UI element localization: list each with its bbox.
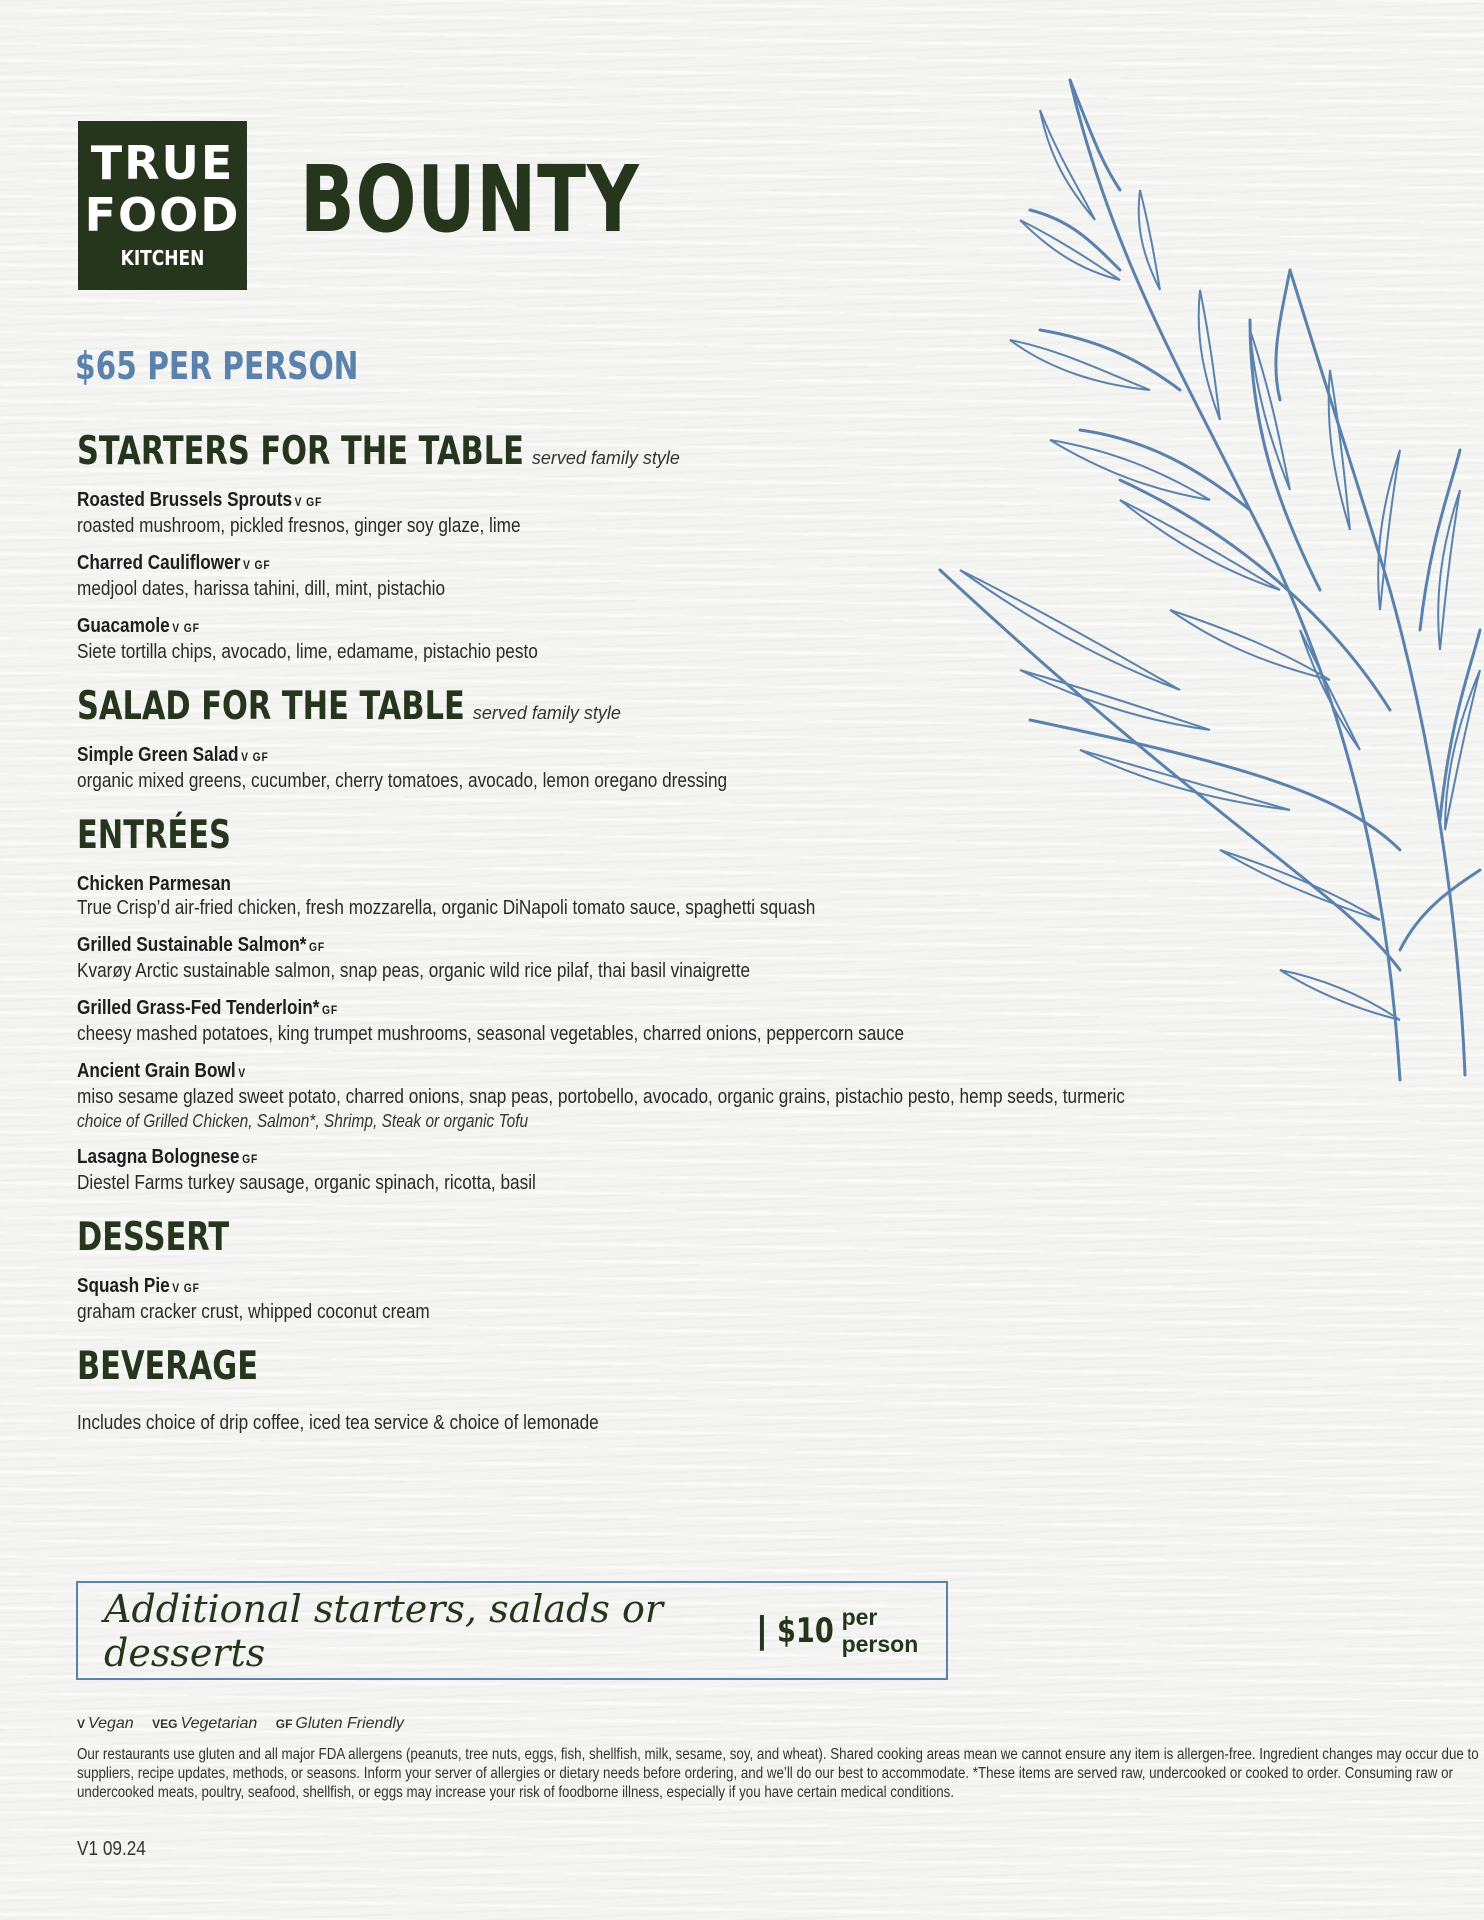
- legend-abbr: GF: [275, 1717, 293, 1731]
- additional-offer-box: [76, 1581, 948, 1680]
- item-desc: roasted mushroom, pickled fresnos, ginger soy glaze, lime: [77, 515, 521, 537]
- menu-item: [77, 743, 1227, 794]
- additional-offer-text: Additional starters, salads or desserts: [104, 1586, 663, 1675]
- item-name: Ancient Grain Bowl: [77, 1060, 236, 1082]
- legend-label: Gluten Friendly: [295, 1715, 404, 1732]
- item-desc: graham cracker crust, whipped coconut cream: [77, 1301, 430, 1323]
- item-desc: cheesy mashed potatoes, king trumpet mushrooms, seasonal vegetables, charred onions, peppercorn sauce: [77, 1023, 905, 1045]
- menu-item: [77, 551, 1227, 602]
- menu-item: [77, 1059, 1227, 1133]
- item-desc: medjool dates, harissa tahini, dill, mint, pistachio: [77, 578, 446, 600]
- price-per-person: $65 PER PERSON: [75, 344, 359, 388]
- item-desc: Kvarøy Arctic sustainable salmon, snap peas, organic wild rice pilaf, thai basil vinaigrette: [77, 960, 751, 982]
- section-beverage: [77, 1343, 1227, 1436]
- item-tags: V GF: [172, 1281, 200, 1295]
- section-starters: [77, 428, 1227, 665]
- legend-label: Vegan: [88, 1715, 134, 1732]
- item-tags: GF: [322, 1003, 339, 1017]
- item-desc: Includes choice of drip coffee, iced tea service & choice of lemonade: [77, 1412, 599, 1434]
- item-tags: V GF: [241, 750, 269, 764]
- additional-offer-price: $10: [776, 1610, 834, 1651]
- item-tags: GF: [242, 1152, 259, 1166]
- section-heading: DESSERT: [77, 1215, 230, 1260]
- section-heading: BEVERAGE: [77, 1344, 259, 1389]
- item-desc: Diestel Farms turkey sausage, organic spinach, ricotta, basil: [77, 1172, 536, 1194]
- section-salad: [77, 683, 1227, 794]
- menu-item: [77, 614, 1227, 665]
- menu-item: [77, 1274, 1227, 1325]
- item-tags: GF: [308, 940, 326, 954]
- logo-line-3: KITCHEN: [120, 246, 205, 270]
- section-heading: SALAD FOR THE TABLE: [77, 684, 465, 729]
- item-name: Grilled Sustainable Salmon*: [77, 934, 307, 956]
- item-desc: Siete tortilla chips, avocado, lime, edamame, pistachio pesto: [77, 641, 538, 663]
- menu-sections: [77, 428, 1227, 1436]
- section-heading: STARTERS FOR THE TABLE: [77, 429, 524, 474]
- section-note: served family style: [531, 448, 680, 468]
- item-tags: V GF: [243, 558, 271, 572]
- item-tags: V: [238, 1066, 246, 1080]
- item-desc: True Crisp’d air-fried chicken, fresh mozzarella, organic DiNapoli tomato sauce, spaghetti squash: [77, 897, 816, 919]
- logo-line-2: FOOD: [84, 188, 241, 242]
- item-tags: V GF: [172, 621, 200, 635]
- item-choice: choice of Grilled Chicken, Salmon*, Shrimp, Steak or organic Tofu: [77, 1111, 529, 1131]
- menu-title: BOUNTY: [300, 146, 640, 253]
- section-entrees: [77, 812, 1227, 1196]
- legend-abbr: V: [77, 1717, 86, 1731]
- allergen-disclaimer: Our restaurants use gluten and all major FDA allergens (peanuts, tree nuts, eggs, fish, shellfish, milk, sesame, soy, and wheat). Shared cooking areas mean we cannot ensure any item is allergen-free. Ingredient changes may occur due to suppliers, recipe updates, methods, or seasons. Inform your server of allergies or dietary needs before ordering, and we’ll do our best to accommodate. *These items are served raw, undercooked or cooked to order. Consuming raw or undercooked meats, poultry, seafood, shellfish, or eggs may increase your risk of foodborne illness, especially if you have certain medical conditions.: [77, 1746, 1479, 1801]
- section-dessert: [77, 1214, 1227, 1325]
- diet-legend: [77, 1715, 418, 1733]
- item-name: Guacamole: [77, 615, 170, 637]
- item-name: Chicken Parmesan: [77, 873, 231, 895]
- legend-abbr: VEG: [152, 1717, 178, 1731]
- item-desc: miso sesame glazed sweet potato, charred onions, snap peas, portobello, avocado, organic grains, pistachio pesto, hemp seeds, turmeric: [77, 1086, 1125, 1108]
- menu-item: [77, 488, 1227, 539]
- item-desc: organic mixed greens, cucumber, cherry tomatoes, avocado, lemon oregano dressing: [77, 770, 728, 792]
- section-heading: ENTRÉES: [77, 813, 231, 858]
- true-food-kitchen-logo: [78, 121, 247, 290]
- section-note: served family style: [472, 703, 621, 723]
- additional-offer-per: per person: [841, 1603, 919, 1657]
- item-name: Simple Green Salad: [77, 744, 239, 766]
- menu-item: [77, 996, 1227, 1047]
- menu-item: [77, 1411, 1227, 1436]
- additional-offer-separator: |: [755, 1610, 769, 1651]
- legend-label: Vegetarian: [180, 1715, 258, 1732]
- menu-item: [77, 872, 1227, 921]
- item-name: Roasted Brussels Sprouts: [77, 489, 293, 511]
- version-label: V1 09.24: [77, 1838, 146, 1860]
- menu-item: [77, 933, 1227, 984]
- item-name: Lasagna Bolognese: [77, 1146, 240, 1168]
- menu-item: [77, 1145, 1227, 1196]
- logo-line-1: TRUE: [90, 136, 235, 190]
- item-tags: V GF: [294, 495, 323, 509]
- item-name: Charred Cauliflower: [77, 552, 241, 574]
- item-name: Squash Pie: [77, 1275, 170, 1297]
- item-name: Grilled Grass-Fed Tenderloin*: [77, 997, 320, 1019]
